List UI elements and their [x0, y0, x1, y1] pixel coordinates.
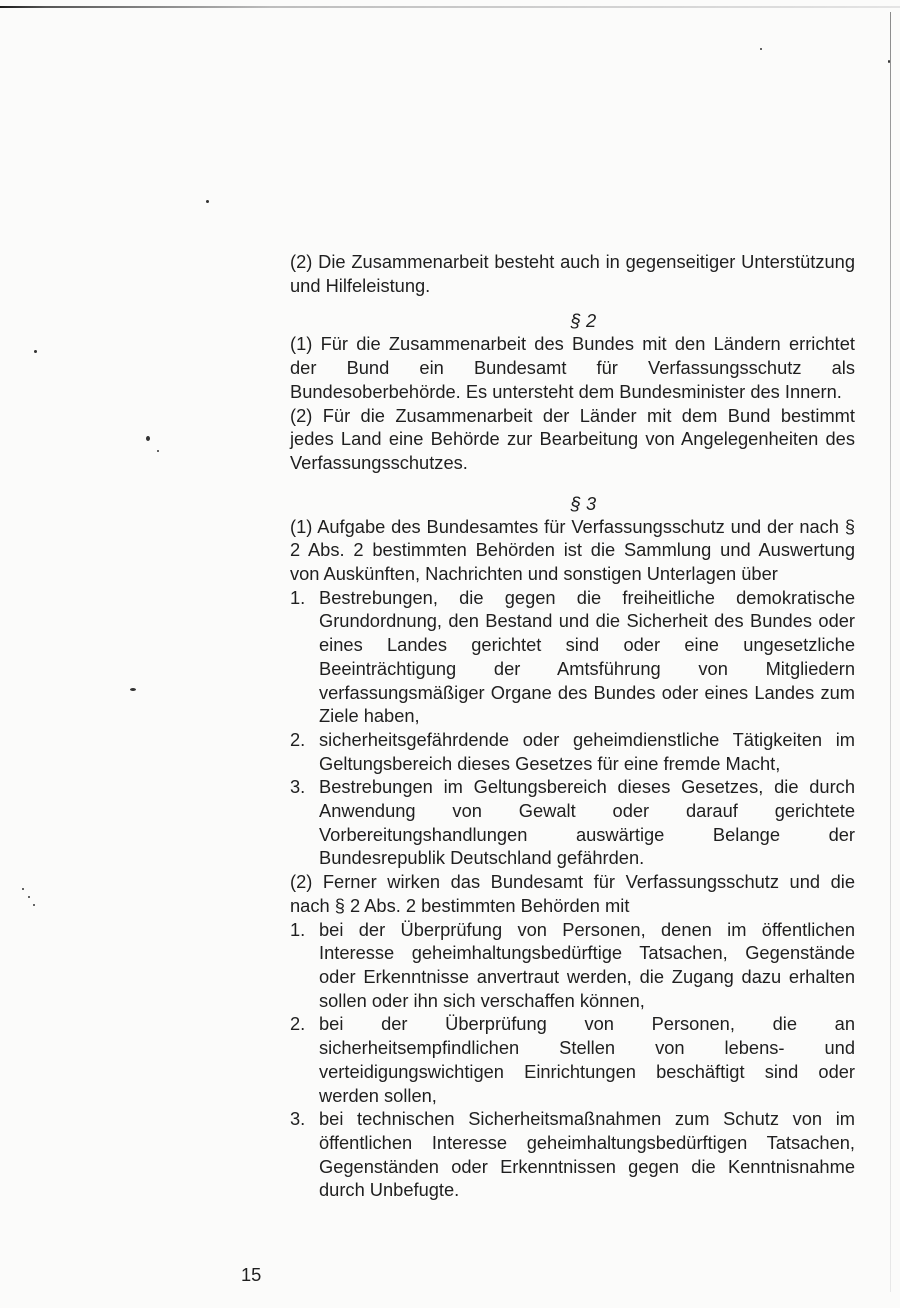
paragraph: (2) Für die Zusammenarbeit der Länder mit dem Bund bestimmt jedes Land eine Behörde zur Bearbeitung von Angelegenheiten des Verfassungsschutzes. [290, 404, 855, 473]
list-item-text: bei technischen Sicherheitsmaßnahmen zum Schutz von im öffentlichen Interesse geheimhaltungsbedürftigen Tatsachen, Gegenständen oder Erkenntnissen gegen die Kenntnisnahme durch Unbefugte. [319, 1108, 855, 1201]
list-item [290, 586, 855, 728]
list-item-text: bei der Überprüfung von Personen, die an sicherheitsempfindlichen Stellen von lebens- und verteidigungswichtigen Einrichtungen beschäftigt sind oder werden sollen, [319, 1013, 855, 1106]
list-item [290, 728, 855, 775]
list-item [290, 1012, 855, 1107]
list-item-number: 1. [290, 586, 306, 608]
list-item [290, 775, 855, 870]
list-item-number: 2. [290, 1013, 306, 1035]
scan-speck [760, 48, 762, 50]
scan-speck [130, 688, 136, 691]
section-heading: § 2 [570, 310, 597, 332]
list-item-text: sicherheitsgefährdende oder geheimdienstliche Tätigkeiten im Geltungsbereich dieses Gesetzes für eine fremde Macht, [319, 728, 855, 774]
scan-speck [33, 904, 35, 906]
list-item-text: Bestrebungen, die gegen die freiheitliche demokratische Grundordnung, den Bestand und die Sicherheit des Bundes oder eines Landes gerichtet sind oder eine ungesetzliche Beeinträchtigung der Amtsführung von Mitgliedern verfassungsmäßiger Organe des Bundes oder eines Landes zum Ziele haben, [319, 586, 855, 727]
scan-speck [28, 896, 30, 898]
list-item-number: 2. [290, 728, 306, 750]
scan-edge-top [0, 6, 900, 8]
list-item [290, 918, 855, 1013]
document-body [290, 250, 855, 1202]
scan-speck [888, 60, 890, 63]
paragraph: (1) Für die Zusammenarbeit des Bundes mit den Ländern errichtet der Bund ein Bundesamt für Verfassungsschutz als Bundesoberbehörde. Es untersteht dem Bundesminister des Innern. [290, 333, 855, 402]
list-item [290, 1107, 855, 1202]
scan-speck [157, 450, 159, 452]
list-item-text: Bestrebungen im Geltungsbereich dieses Gesetzes, die durch Anwendung von Gewalt oder darauf gerichtete Vorbereitungshandlungen auswärtige Belange der Bundesrepublik Deutschland gefährden. [319, 776, 855, 869]
list-item-number: 1. [290, 918, 306, 940]
intro-paragraph: (2) Die Zusammenarbeit besteht auch in gegenseitiger Unterstützung und Hilfeleistung. [290, 251, 855, 296]
page-number: 15 [241, 1264, 262, 1285]
scan-speck [206, 200, 209, 203]
paragraph: (2) Ferner wirken das Bundesamt für Verfassungsschutz und die nach § 2 Abs. 2 bestimmten Behörden mit [290, 871, 855, 916]
list-item-number: 3. [290, 1108, 306, 1130]
list-item-number: 3. [290, 776, 306, 798]
scan-edge-right [890, 12, 891, 1292]
section-3 [290, 493, 855, 1202]
scan-speck [22, 888, 24, 890]
section-2 [290, 310, 855, 474]
paragraph: (1) Aufgabe des Bundesamtes für Verfassungsschutz und der nach § 2 Abs. 2 bestimmten Behörden ist die Sammlung und Auswertung von Auskünften, Nachrichten und sonstigen Unterlagen über [290, 515, 855, 585]
section-heading: § 3 [570, 492, 597, 514]
scan-speck [146, 436, 150, 441]
list-item-text: bei der Überprüfung von Personen, denen im öffentlichen Interesse geheimhaltungsbedürftige Tatsachen, Gegenstände oder Erkenntnisse anvertraut werden, die Zugang dazu erhalten sollen oder ihn sich verschaffen können, [319, 918, 855, 1011]
numbered-list [290, 918, 855, 1202]
scan-speck [34, 350, 37, 353]
numbered-list [290, 586, 855, 870]
